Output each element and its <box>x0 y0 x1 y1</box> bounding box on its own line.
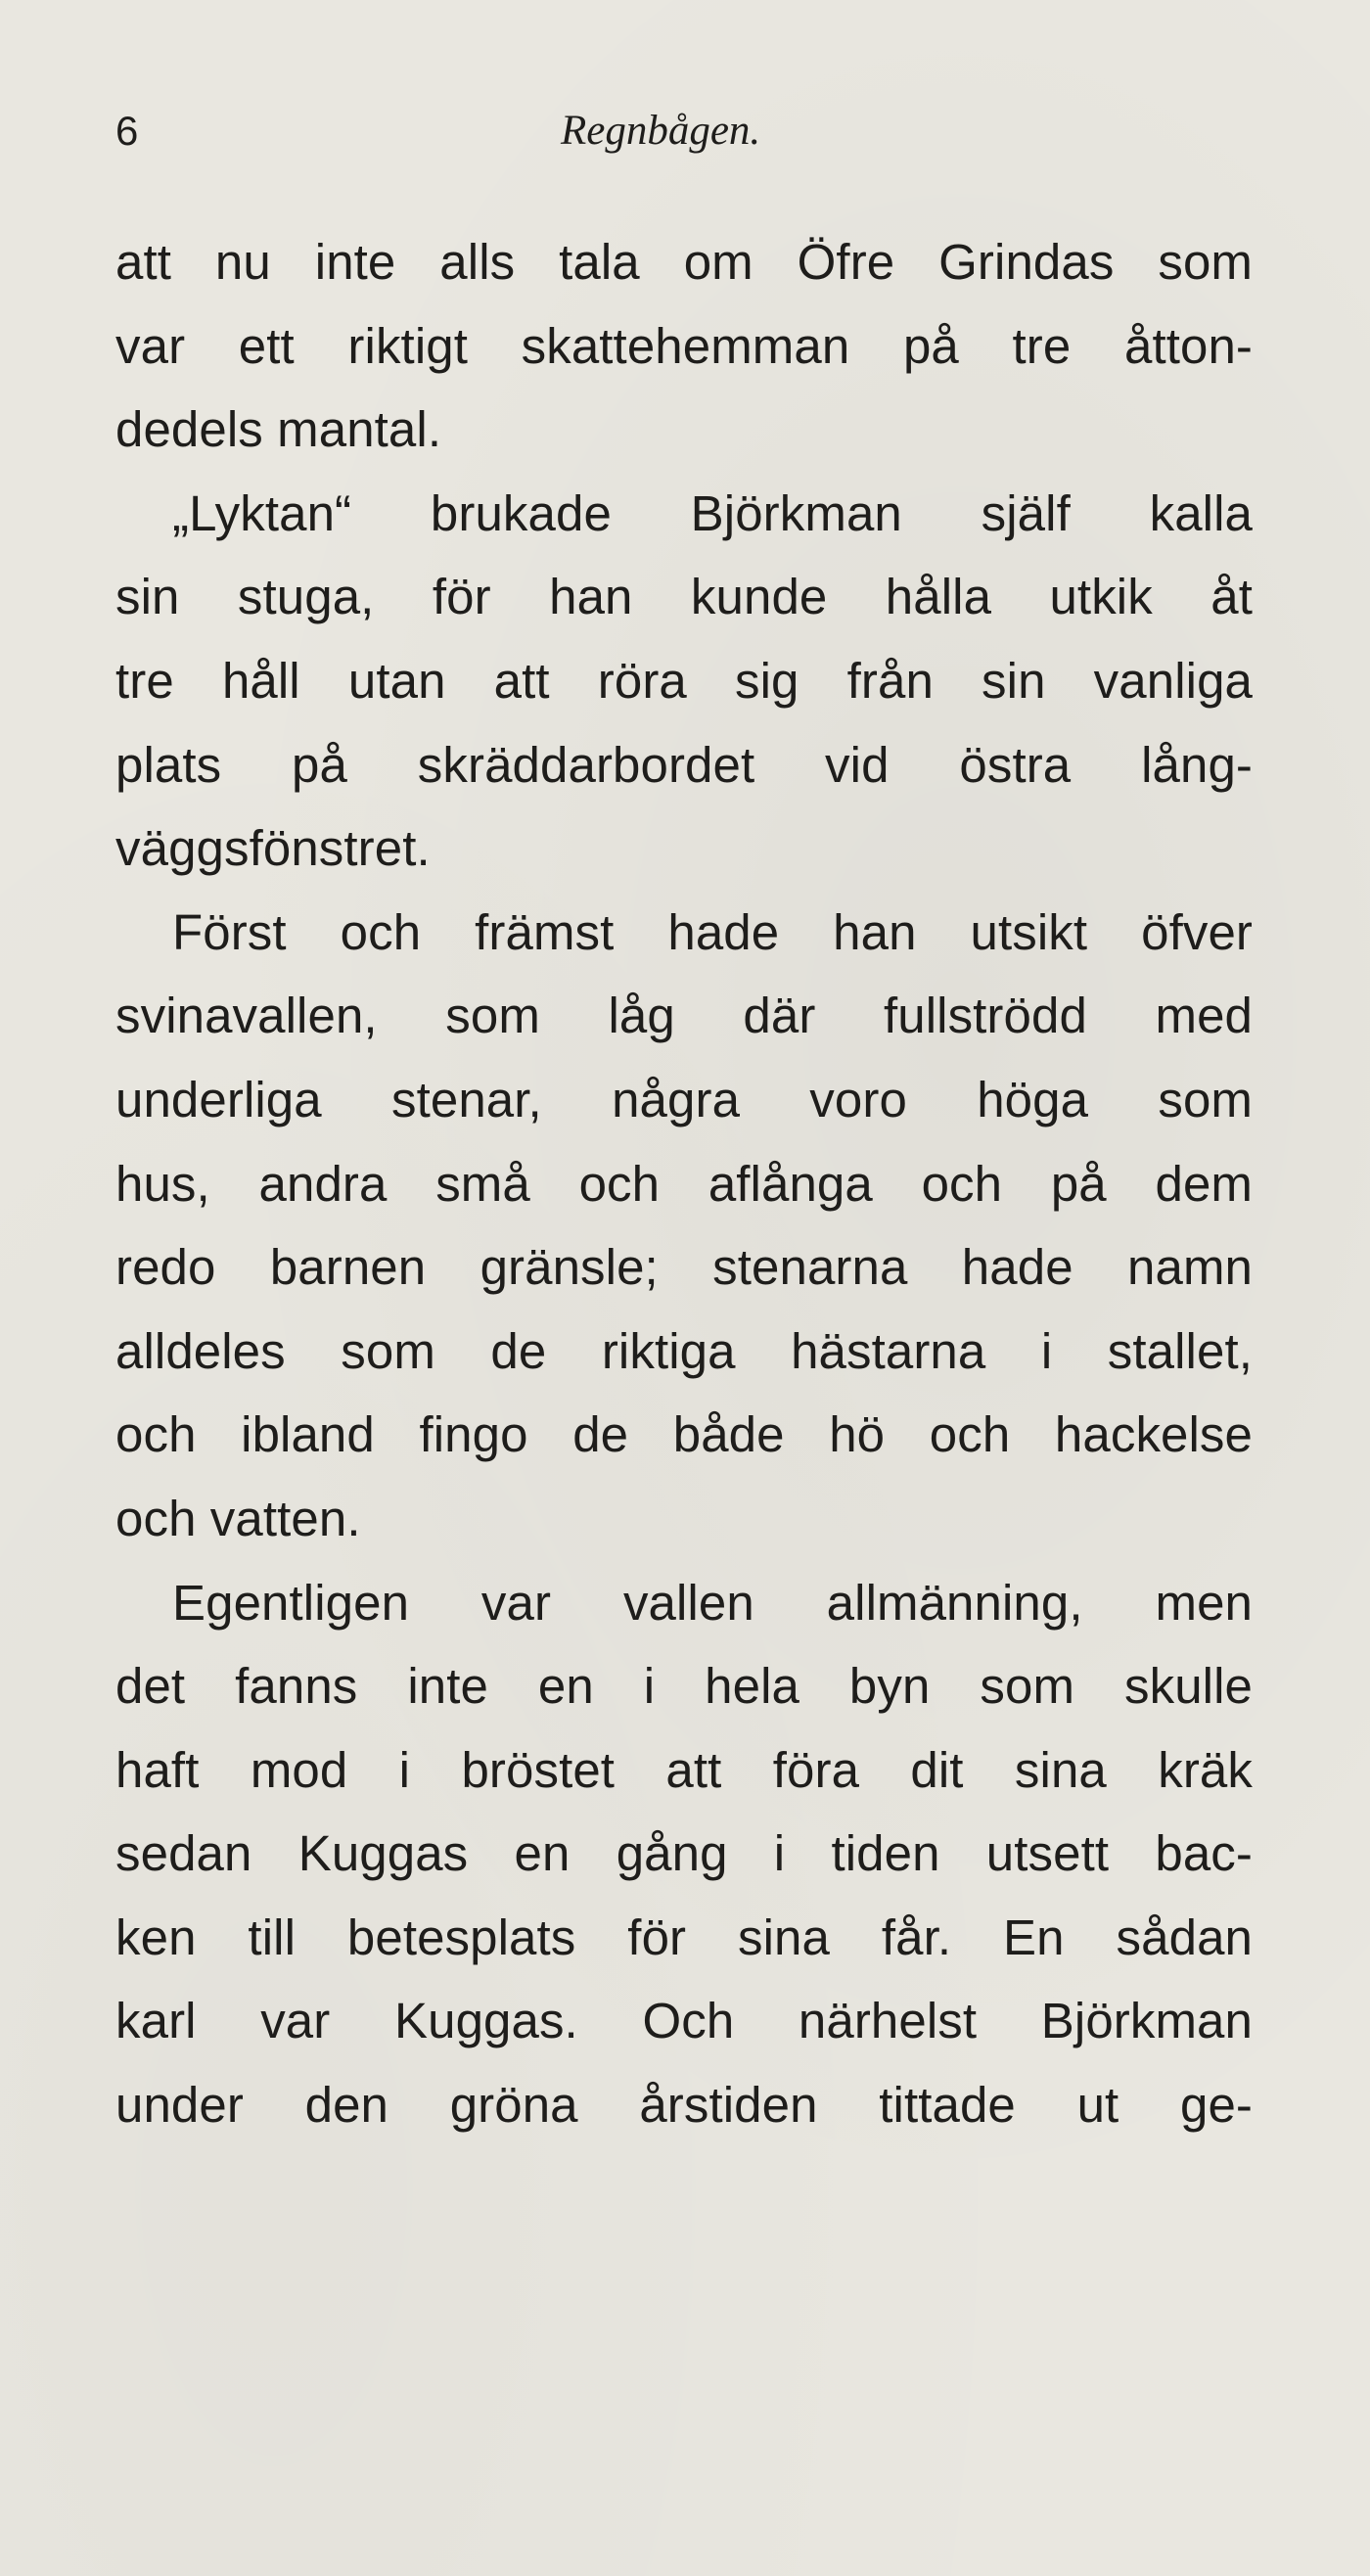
text-line: sedan Kuggas en gång i tiden utsett bac- <box>115 1825 1253 1882</box>
page-number: 6 <box>115 108 139 154</box>
text-line: svinavallen, som låg där fullströdd med <box>115 988 1253 1044</box>
page-header <box>115 102 1251 161</box>
paragraph-first-line: „Lyktan“ brukade Björkman själf kalla <box>172 484 1253 541</box>
text-line: alldeles som de riktiga hästarna i stallet, <box>115 1322 1253 1379</box>
text-line: att nu inte alls tala om Öfre Grindas som <box>115 234 1253 290</box>
paragraph-first-line: Först och främst hade han utsikt öfver <box>172 903 1253 960</box>
paragraph-first-line: Egentligen var vallen allmänning, men <box>172 1574 1253 1631</box>
text-line: ken till betesplats för sina får. En sådan <box>115 1909 1253 1965</box>
text-line: sin stuga, för han kunde hålla utkik åt <box>115 569 1253 625</box>
text-line: var ett riktigt skattehemman på tre åtton- <box>115 317 1253 374</box>
body-text <box>115 220 1253 2147</box>
text-line: tre håll utan att röra sig från sin vanliga <box>115 652 1253 709</box>
text-line: det fanns inte en i hela byn som skulle <box>115 1658 1253 1715</box>
running-title: Regnbågen. <box>561 108 761 154</box>
text-line: dedels mantal. <box>115 401 442 458</box>
text-line: underliga stenar, några voro höga som <box>115 1071 1253 1127</box>
text-line: väggsfönstret. <box>115 820 431 877</box>
text-line: hus, andra små och aflånga och på dem <box>115 1155 1253 1212</box>
text-line: och vatten. <box>115 1490 361 1546</box>
text-line: haft mod i bröstet att föra dit sina kräk <box>115 1741 1253 1798</box>
text-line: karl var Kuggas. Och närhelst Björkman <box>115 1993 1253 2049</box>
text-line: och ibland fingo de både hö och hackelse <box>115 1406 1253 1463</box>
text-line: under den gröna årstiden tittade ut ge- <box>115 2077 1253 2134</box>
text-line: plats på skräddarbordet vid östra lång- <box>115 736 1253 793</box>
text-line: redo barnen gränsle; stenarna hade namn <box>115 1239 1253 1296</box>
